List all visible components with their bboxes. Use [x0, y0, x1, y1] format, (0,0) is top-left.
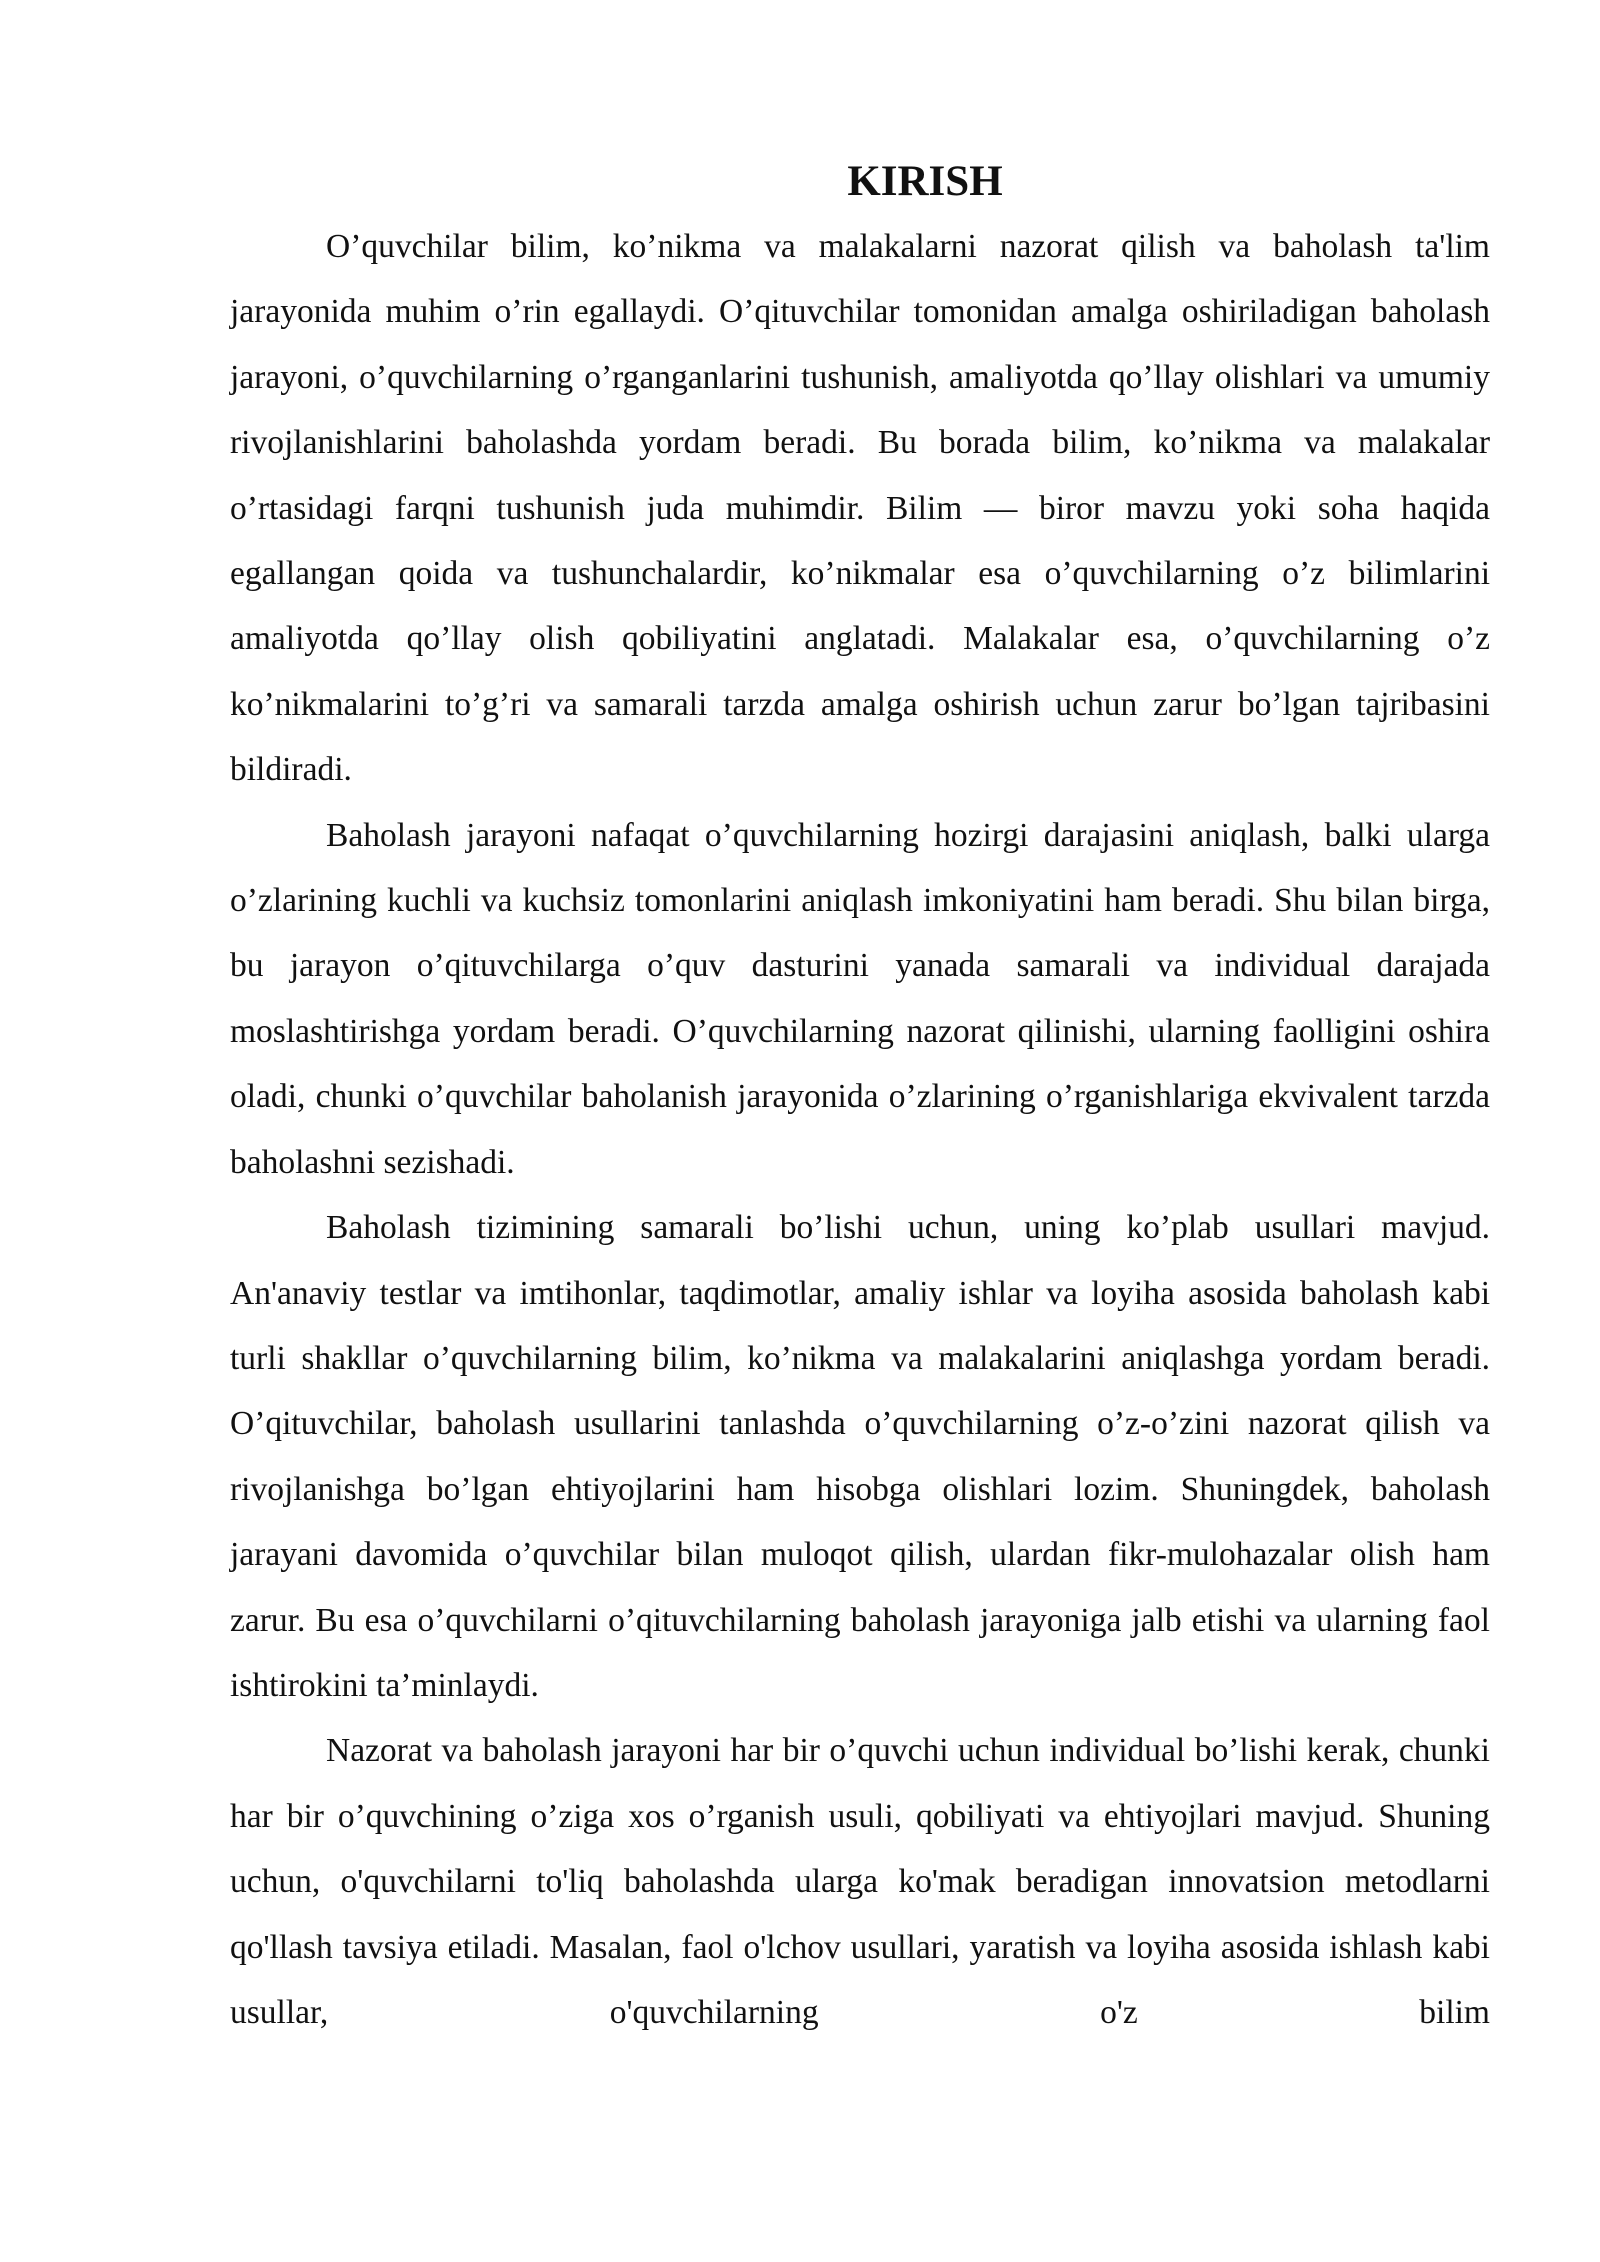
page-title: KIRISH: [847, 158, 1003, 205]
paragraph-4: Nazorat va baholash jarayoni har bir o’quvchi uchun individual bo’lishi kerak, chunki har bir o’quvchining o’ziga xos o’rganish usuli, qobiliyati va ehtiyojlari mavjud. Shuning uchun, o'quvchilarni to'liq baholashda ularga ko'mak beradigan innovatsion metodlarni qo'llash tavsiya etiladi. Masalan, faol o'lchov usullari, yaratish va loyiha asosida ishlash kabi usullar, o'quvchilarning o'z bilim: [230, 1732, 1490, 2031]
paragraph-2: Baholash jarayoni nafaqat o’quvchilarning hozirgi darajasini aniqlash, balki ularga o’zlarining kuchli va kuchsiz tomonlarini aniqlash imkoniyatini ham beradi. Shu bilan birga, bu jarayon o’qituvchilarga o’quv dasturini yanada samarali va individual darajada moslashtirishga yordam beradi. O’quvchilarning nazorat qilinishi, ularning faolligini oshira oladi, chunki o’quvchilar baholanish jarayonida o’zlarining o’rganishlariga ekvivalent tarzda baholashni sezishadi.: [230, 816, 1490, 1181]
page-content: [230, 150, 1490, 2045]
paragraph-3: Baholash tizimining samarali bo’lishi uchun, uning ko’plab usullari mavjud. An'anaviy testlar va imtihonlar, taqdimotlar, amaliy ishlar va loyiha asosida baholash kabi turli shakllar o’quvchilarning bilim, ko’nikma va malakalarini aniqlashga yordam beradi. O’qituvchilar, baholash usullarini tanlashda o’quvchilarning o’z-o’zini nazorat qilish va rivojlanishga bo’lgan ehtiyojlarini ham hisobga olishlari lozim. Shuningdek, baholash jarayani davomida o’quvchilar bilan muloqot qilish, ulardan fikr-mulohazalar olish ham zarur. Bu esa o’quvchilarni o’qituvchilarning baholash jarayoniga jalb etishi va ularning faol ishtirokini ta’minlaydi.: [230, 1209, 1490, 1704]
paragraph-1: O’quvchilar bilim, ko’nikma va malakalarni nazorat qilish va baholash ta'lim jarayonida muhim o’rin egallaydi. O’qituvchilar tomonidan amalga oshiriladigan baholash jarayoni, o’quvchilarning o’rganganlarini tushunish, amaliyotda qo’llay olishlari va umumiy rivojlanishlarini baholashda yordam beradi. Bu borada bilim, ko’nikma va malakalar o’rtasidagi farqni tushunish juda muhimdir. Bilim — biror mavzu yoki soha haqida egallangan qoida va tushunchalardir, ko’nikmalar esa o’quvchilarning o’z bilimlarini amaliyotda qo’llay olish qobiliyatini anglatadi. Malakalar esa, o’quvchilarning o’z ko’nikmalarini to’g’ri va samarali tarzda amalga oshirish uchun zarur bo’lgan tajribasini bildiradi.: [230, 228, 1490, 789]
